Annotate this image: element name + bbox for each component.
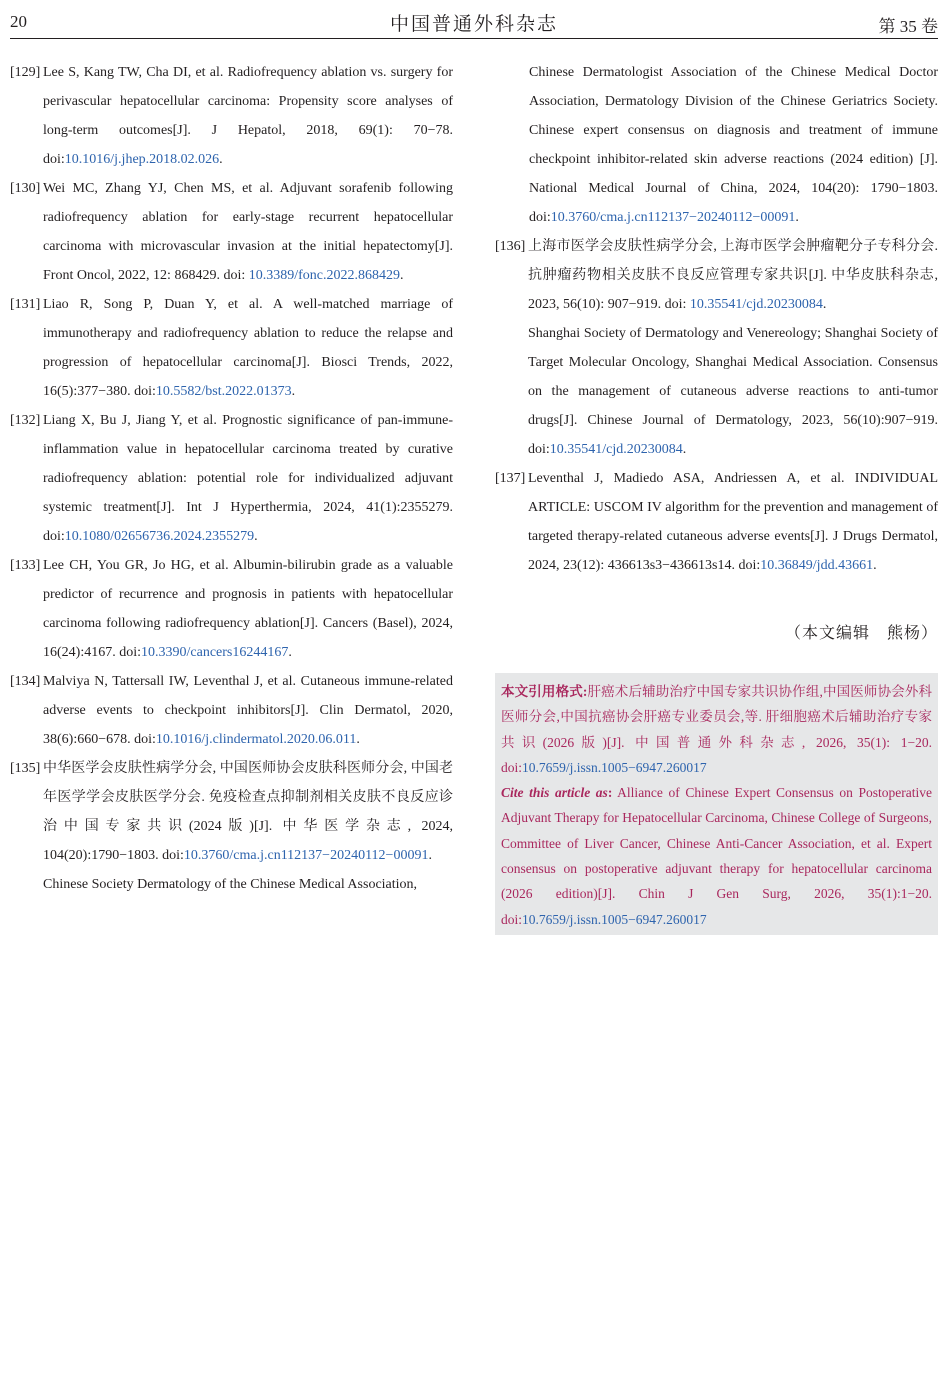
- citation-label-cn: 本文引用格式:: [501, 684, 588, 699]
- reference-131: [131] Liao R, Song P, Duan Y, et al. A well-matched marriage of immunotherapy and radiofrequency ablation to reduce the relapse and progression of hepatocellular carcinoma[J]. Biosci Trends, 2022, 16(5):377−380. doi:10.5582/bst.2022.01373.: [10, 290, 453, 406]
- citation-text-cn: 肝癌术后辅助治疗中国专家共识协作组,中国医师协会外科医师分会,中国抗癌协会肝癌专业委员会,等. 肝细胞癌术后辅助治疗专家共识(2026版)[J]. 中国普通外科杂志, 2026, 35(1): 1−20. doi:: [501, 684, 933, 775]
- reference-number: [135]: [10, 761, 41, 776]
- citation-text-en: Alliance of Chinese Expert Consensus on Postoperative Adjuvant Therapy for Hepatocellular Carcinoma, Chinese College of Surgeons, Committee of Liver Cancer, Chinese Anti-Cancer Association, et al. Expert consensus on postoperative adjuvant therapy for hepatocellular carcinoma (2026 edition)[J]. Chin J Gen Surg, 2026, 35(1):1−20. doi:: [501, 785, 932, 927]
- reference-number: [130]: [10, 181, 41, 196]
- editor-note: （本文编辑 熊杨）: [784, 623, 938, 642]
- reference-133: [133] Lee CH, You GR, Jo HG, et al. Albumin-bilirubin grade as a valuable predictor of recurrence and prognosis in patients with hepatocellular carcinoma following radiofrequency ablation[J]. Cancers (Basel), 2024, 16(24):4167. doi:10.3390/cancers16244167.: [10, 551, 453, 667]
- reference-list-left: [10, 58, 453, 899]
- reference-number: [136]: [495, 239, 526, 254]
- doi-link[interactable]: 10.36849/jdd.43661: [760, 558, 874, 573]
- doi-link[interactable]: 10.1016/j.jhep.2018.02.026: [64, 152, 220, 167]
- reference-number: [134]: [10, 674, 41, 689]
- reference-130: [130] Wei MC, Zhang YJ, Chen MS, et al. Adjuvant sorafenib following radiofrequency ablation for early-stage recurrent hepatocellular carcinoma with microvascular invasion at the initial hepatectomy[J]. Front Oncol, 2022, 12: 868429. doi: 10.3389/fonc.2022.868429.: [10, 174, 453, 290]
- reference-number: [129]: [10, 65, 41, 80]
- reference-132: [132] Liang X, Bu J, Jiang Y, et al. Prognostic significance of pan-immune-inflammation value in hepatocellular carcinoma treated by curative radiofrequency ablation: potential role for individualized adjuvant systemic treatment[J]. Int J Hyperthermia, 2024, 41(1):2355279. doi:10.1080/02656736.2024.2355279.: [10, 406, 453, 551]
- reference-136: [136] 上海市医学会皮肤性病学分会, 上海市医学会肿瘤靶分子专科分会. 抗肿瘤药物相关皮肤不良反应管理专家共识[J]. 中华皮肤科杂志, 2023, 56(10): 907−919. doi: 10.35541/cjd.20230084. Shanghai Society of Dermatology and Venereology; Shanghai Society of Target Molecular Oncology, Shanghai Medical Association. Consensus on the management of cutaneous adverse reactions to anti-tumor drugs[J]. Chinese Journal of Dermatology, 2023, 56(10):907−919. doi:10.35541/cjd.20230084.: [495, 232, 938, 464]
- reference-text: Wei MC, Zhang YJ, Chen MS, et al. Adjuvant sorafenib following radiofrequency ablation for early-stage recurrent hepatocellular carcinoma with microvascular invasion at the initial hepatectomy[J]. Front Oncol, 2022, 12: 868429. doi:: [43, 181, 453, 283]
- reference-text: Leventhal J, Madiedo ASA, Andriessen A, et al. INDIVIDUAL ARTICLE: USCOM IV algorithm for the prevention and management of targeted therapy-related cutaneous adverse events[J]. J Drugs Dermatol, 2024, 23(12): 436613s3−436613s14. doi:: [528, 471, 938, 573]
- citation-box: [495, 673, 938, 935]
- reference-text: Malviya N, Tattersall IW, Leventhal J, et al. Cutaneous immune-related adverse events to checkpoint inhibitors[J]. Clin Dermatol, 2020, 38(6):660−678. doi:: [43, 674, 453, 747]
- doi-link[interactable]: 10.35541/cjd.20230084: [549, 442, 683, 457]
- citation-english: [501, 780, 932, 932]
- page-number: 20: [10, 12, 27, 31]
- doi-link[interactable]: 10.5582/bst.2022.01373: [155, 384, 292, 399]
- reference-text: Lee CH, You GR, Jo HG, et al. Albumin-bilirubin grade as a valuable predictor of recurrence and prognosis in patients with hepatocellular carcinoma following radiofrequency ablation[J]. Cancers (Basel), 2024, 16(24):4167. doi:: [43, 558, 453, 660]
- volume-label: 第 35 卷: [878, 17, 938, 36]
- reference-number: [137]: [495, 471, 526, 486]
- doi-link[interactable]: 10.3389/fonc.2022.868429: [248, 268, 400, 283]
- reference-translation-text: Shanghai Society of Dermatology and Venereology; Shanghai Society of Target Molecular Oncology, Shanghai Medical Association. Consensus on the management of cutaneous adverse reactions to anti-tumor drugs[J]. Chinese Journal of Dermatology, 2023, 56(10):907−919. doi:: [528, 326, 938, 457]
- reference-number: [131]: [10, 297, 41, 312]
- reference-translation: Chinese Society Dermatology of the Chinese Medical Association,: [43, 877, 418, 892]
- reference-text: 上海市医学会皮肤性病学分会, 上海市医学会肿瘤靶分子专科分会. 抗肿瘤药物相关皮肤不良反应管理专家共识[J]. 中华皮肤科杂志, 2023, 56(10): 907−919. doi:: [528, 239, 938, 312]
- reference-text: 中华医学会皮肤性病学分会, 中国医师协会皮肤科医师分会, 中国老年医学学会皮肤医学分会. 免疫检查点抑制剂相关皮肤不良反应诊治中国专家共识(2024版)[J]. 中华医学杂志, 2024, 104(20):1790−1803. doi:: [43, 761, 453, 863]
- reference-text: Chinese Dermatologist Association of the Chinese Medical Doctor Association, Dermatology Division of the Chinese Geriatrics Society. Chinese expert consensus on diagnosis and treatment of immune checkpoint inhibitor-related skin adverse reactions (2024 edition) [J]. National Medical Journal of China, 2024, 104(20): 1790−1803. doi:: [529, 65, 938, 225]
- reference-text: Liang X, Bu J, Jiang Y, et al. Prognostic significance of pan-immune-inflammation value in hepatocellular carcinoma treated by curative radiofrequency ablation: potential role for individualized adjuvant systemic treatment[J]. Int J Hyperthermia, 2024, 41(1):2355279. doi:: [43, 413, 453, 544]
- reference-list-right: [495, 58, 938, 580]
- reference-text: Liao R, Song P, Duan Y, et al. A well-matched marriage of immunotherapy and radiofrequency ablation to reduce the relapse and progression of hepatocellular carcinoma[J]. Biosci Trends, 2022, 16(5):377−380. doi:: [43, 297, 453, 399]
- reference-number: [132]: [10, 413, 41, 428]
- journal-title: 中国普通外科杂志: [389, 14, 558, 35]
- reference-135-continuation: Chinese Dermatologist Association of the Chinese Medical Doctor Association, Dermatology Division of the Chinese Geriatrics Society. Chinese expert consensus on diagnosis and treatment of immune checkpoint inhibitor-related skin adverse reactions (2024 edition) [J]. National Medical Journal of China, 2024, 104(20): 1790−1803. doi:10.3760/cma.j.cn112137−20240112−00091.: [529, 65, 938, 225]
- running-header: [10, 8, 938, 39]
- reference-135: [135] 中华医学会皮肤性病学分会, 中国医师协会皮肤科医师分会, 中国老年医学学会皮肤医学分会. 免疫检查点抑制剂相关皮肤不良反应诊治中国专家共识(2024版)[J]. 中华医学杂志, 2024, 104(20):1790−1803. doi:10.3760/cma.j.cn112137−20240112−00091. Chinese Society Dermatology of the Chinese Medical Association,: [10, 754, 453, 899]
- reference-text: Lee S, Kang TW, Cha DI, et al. Radiofrequency ablation vs. surgery for perivascular hepatocellular carcinoma: Propensity score analyses of long-term outcomes[J]. J Hepatol, 2018, 69(1): 70−78. doi:: [43, 65, 453, 167]
- citation-doi-link[interactable]: 10.7659/j.issn.1005−6947.260017: [522, 759, 707, 775]
- citation-label-en: Cite this article as: [501, 785, 608, 801]
- doi-link[interactable]: 10.3760/cma.j.cn112137−20240112−00091: [550, 210, 796, 225]
- citation-doi-link[interactable]: 10.7659/j.issn.1005−6947.260017: [522, 911, 707, 927]
- reference-137: [137] Leventhal J, Madiedo ASA, Andriessen A, et al. INDIVIDUAL ARTICLE: USCOM IV algorithm for the prevention and management of targeted therapy-related cutaneous adverse events[J]. J Drugs Dermatol, 2024, 23(12): 436613s3−436613s14. doi:10.36849/jdd.43661.: [495, 464, 938, 580]
- doi-link[interactable]: 10.1080/02656736.2024.2355279: [64, 529, 255, 544]
- citation-chinese: [501, 679, 932, 780]
- citation-label-colon: :: [607, 785, 613, 801]
- doi-link[interactable]: 10.3390/cancers16244167: [141, 645, 289, 660]
- doi-link[interactable]: 10.3760/cma.j.cn112137−20240112−00091: [183, 848, 429, 863]
- doi-link[interactable]: 10.1016/j.clindermatol.2020.06.011: [155, 732, 357, 747]
- doi-link[interactable]: 10.35541/cjd.20230084: [689, 297, 823, 312]
- reference-number: [133]: [10, 558, 41, 573]
- reference-129: [129] Lee S, Kang TW, Cha DI, et al. Radiofrequency ablation vs. surgery for perivascular hepatocellular carcinoma: Propensity score analyses of long-term outcomes[J]. J Hepatol, 2018, 69(1): 70−78. doi:10.1016/j.jhep.2018.02.026.: [10, 58, 453, 174]
- reference-translation: Shanghai Society of Dermatology and Venereology; Shanghai Society of Target Molecular Oncology, Shanghai Medical Association. Consensus on the management of cutaneous adverse reactions to anti-tumor drugs[J]. Chinese Journal of Dermatology, 2023, 56(10):907−919. doi:10.35541/cjd.20230084.: [528, 326, 938, 457]
- reference-134: [134] Malviya N, Tattersall IW, Leventhal J, et al. Cutaneous immune-related adverse events to checkpoint inhibitors[J]. Clin Dermatol, 2020, 38(6):660−678. doi:10.1016/j.clindermatol.2020.06.011.: [10, 667, 453, 754]
